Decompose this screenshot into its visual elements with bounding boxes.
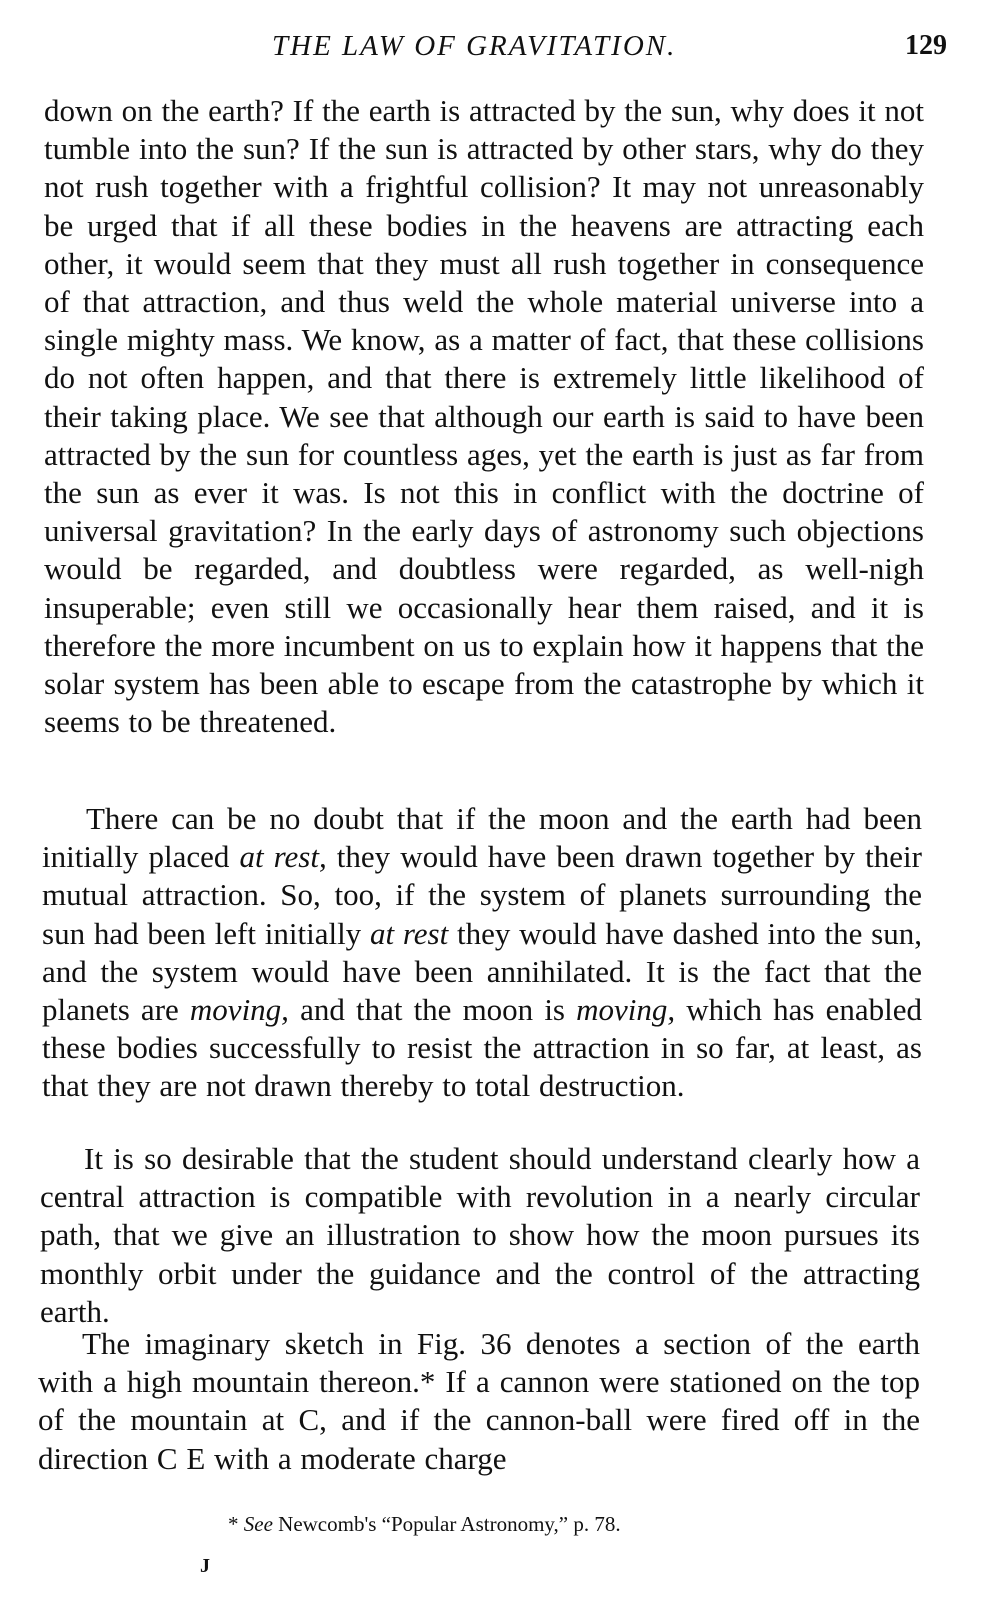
running-title: THE LAW OF GRAVITATION. <box>272 30 677 62</box>
signature-mark: J <box>200 1555 210 1577</box>
page-number: 129 <box>905 30 947 61</box>
paragraph-3: It is so desirable that the student should understand clearly how a central attraction is compatible with revolution in a nearly circular path, that we give an illustration to show how the moon pursues its monthly orbit under the guidance and the control of the attracting earth. <box>40 1141 920 1329</box>
paragraph-2-text: which has enabled these bodies successfully to resist the attraction in so far, at least, as that they are not drawn thereby to total destruction. <box>42 992 923 1104</box>
running-header <box>0 30 1000 70</box>
paragraph-2-text: and that the moon is <box>288 992 577 1028</box>
emphasis-moving: moving, <box>576 992 676 1028</box>
emphasis-at-rest: at rest, <box>239 839 327 875</box>
emphasis-moving: moving, <box>189 992 289 1028</box>
footnote-see: See <box>243 1512 273 1536</box>
footnote-marker: * <box>228 1512 244 1536</box>
paragraph-2-text: There can be no doubt that if the moon and the earth had been initially placed <box>42 801 922 875</box>
paragraph-2-text: they would have dashed into the sun, and the system would have been annihilated. It is the fact that the planets are <box>42 915 922 1028</box>
paragraph-2 <box>42 800 922 1106</box>
paragraph-2-text: they would have been drawn together by their mutual attraction. So, too, if the system of planets surrounding the sun had been left initially <box>42 839 922 951</box>
emphasis-at-rest: at rest <box>369 915 449 951</box>
footnote-text: Newcomb's “Popular Astronomy,” p. 78. <box>272 1512 621 1536</box>
paragraph-1: down on the earth? If the earth is attracted by the sun, why does it not tumble into the sun? If the sun is attracted by other stars, why do they not rush together with a frightful collision? It may not unreasonably be urged that if all these bodies in the heavens are attracting each other, it would seem that they must all rush together in consequence of that attraction, and thus weld the whole material universe into a single mighty mass. We know, as a matter of fact, that these collisions do not often happen, and that there is extremely little likelihood of their taking place. We see that although our earth is said to have been attracted by the sun for countless ages, yet the earth is just as far from the sun as ever it was. Is not this in conflict with the doctrine of universal gravitation? In the early days of astronomy such objections would be regarded, and doubtless were regarded, as well-nigh insuperable; even still we occasionally hear them raised, and it is therefore the more incumbent on us to explain how it happens that the solar system has been able to escape from the catastrophe by which it seems to be threatened. <box>44 93 924 740</box>
footnote <box>228 1512 621 1537</box>
paragraph-4: The imaginary sketch in Fig. 36 denotes a section of the earth with a high mountain thereon.* If a cannon were stationed on the top of the mountain at C, and if the cannon-ball were fired off in the direction C E with a moderate charge <box>38 1326 920 1476</box>
